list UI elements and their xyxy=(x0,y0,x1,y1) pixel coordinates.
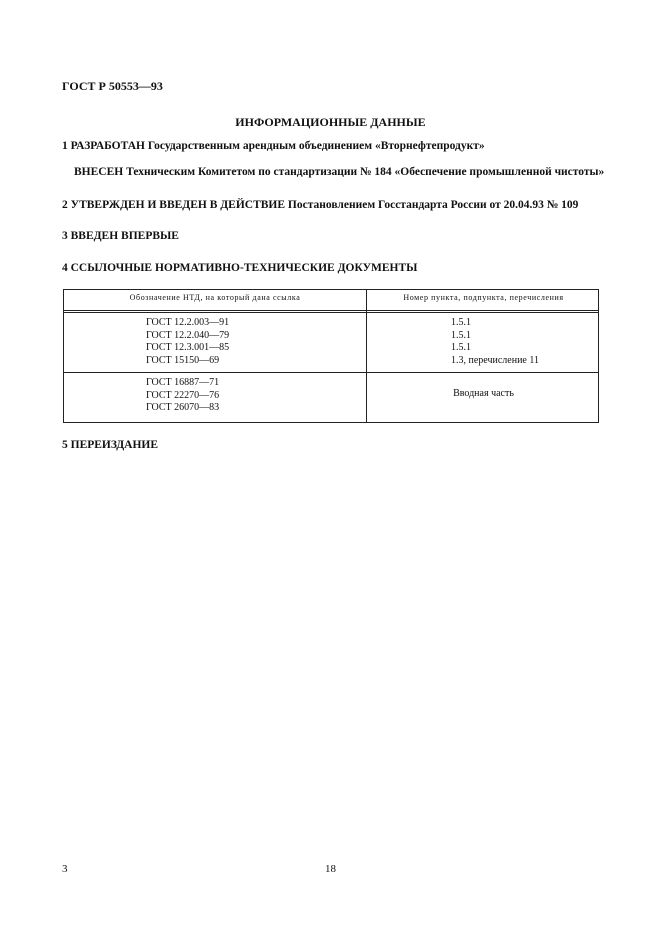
section-4-label: 4 ССЫЛОЧНЫЕ НОРМАТИВНО-ТЕХНИЧЕСКИЕ ДОКУМЕНТЫ xyxy=(62,262,418,274)
document-title: ИНФОРМАЦИОННЫЕ ДАННЫЕ xyxy=(235,115,426,129)
section-1-submitted-label: ВНЕСЕН xyxy=(74,166,124,178)
table-cell: ГОСТ 12.3.001—85 xyxy=(146,342,230,353)
table-cell: 1.5.1 xyxy=(451,329,471,341)
table-cell: 1.5.1 xyxy=(451,317,471,328)
section-1-text: Государственным арендным объединением «Вторнефтепродукт» xyxy=(147,140,485,152)
table-row-2-documents xyxy=(146,377,219,415)
table-cell: 1.5.1 xyxy=(451,342,471,353)
table-cell: ГОСТ 16887—71 xyxy=(146,377,220,388)
table-row-2-clauses xyxy=(367,388,600,401)
section-2-text: Постановлением Госстандарта России от 20.04.93 № 109 xyxy=(287,199,579,211)
table-cell: ГОСТ 12.2.040—79 xyxy=(146,329,230,341)
table-cell: ГОСТ 26070—83 xyxy=(146,402,220,413)
section-3-label: 3 ВВЕДЕН ВПЕРВЫЕ xyxy=(62,230,179,242)
page-side-mark: 3 xyxy=(62,863,68,875)
reference-documents-table xyxy=(63,289,599,423)
table-cell: Вводная часть xyxy=(453,388,514,399)
section-2-label: 2 УТВЕРЖДЕН И ВВЕДЕН В ДЕЙСТВИЕ xyxy=(62,199,286,211)
table-row-divider xyxy=(64,372,598,373)
standard-code: ГОСТ Р 50553—93 xyxy=(62,79,163,93)
table-row-1-clauses xyxy=(451,317,539,367)
table-cell: ГОСТ 22270—76 xyxy=(146,389,220,401)
table-row-1-documents xyxy=(146,317,229,367)
table-cell: 1.3, перечисление 11 xyxy=(451,354,539,366)
table-cell: ГОСТ 15150—69 xyxy=(146,354,220,366)
section-1-submitted-text: Техническим Комитетом по стандартизации № 184 «Обеспечение промышленной чистоты» xyxy=(126,166,605,178)
table-header-document: Обозначение НТД, на который дана ссылка xyxy=(129,293,301,302)
table-cell: ГОСТ 12.2.003—91 xyxy=(146,317,230,328)
section-2 xyxy=(62,199,578,211)
section-1-label: 1 РАЗРАБОТАН xyxy=(62,140,145,152)
section-1 xyxy=(62,140,485,152)
table-header-clause: Номер пункта, подпункта, перечисления xyxy=(403,293,564,302)
page-number: 18 xyxy=(325,863,336,875)
section-5-label: 5 ПЕРЕИЗДАНИЕ xyxy=(62,439,159,451)
section-1-submitted xyxy=(74,166,604,178)
table-header-divider xyxy=(64,310,598,313)
